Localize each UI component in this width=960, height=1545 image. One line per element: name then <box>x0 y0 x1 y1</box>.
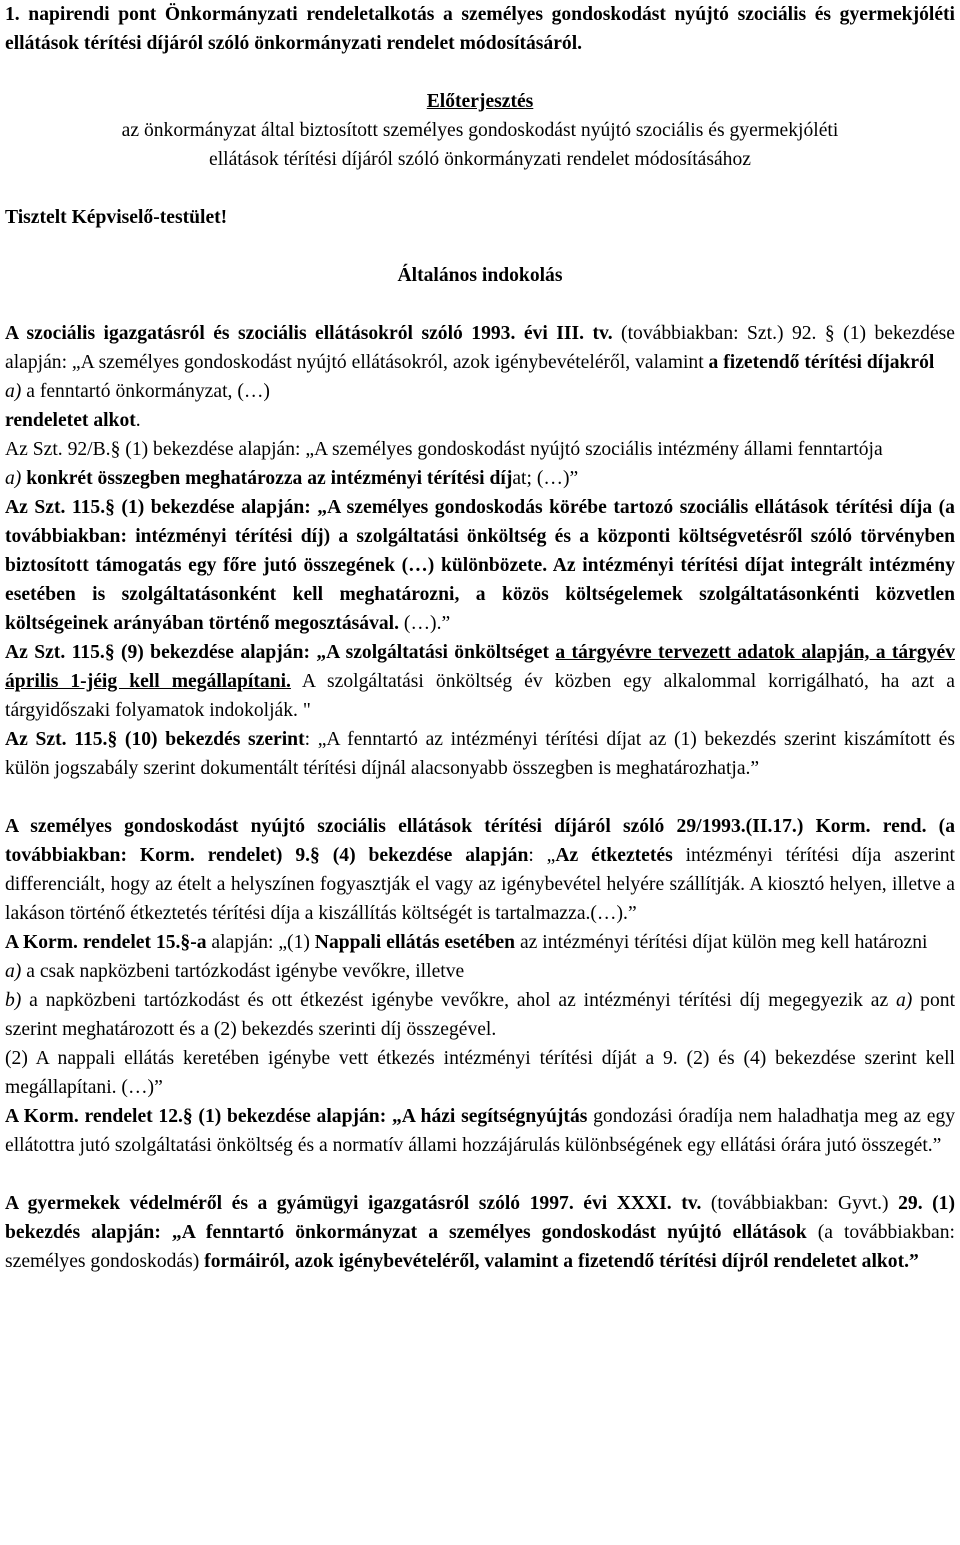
spacer <box>5 58 955 87</box>
szt-115-ref: Az Szt. 115. <box>5 642 105 663</box>
szt-92b-a <box>5 464 955 493</box>
section-sign: § <box>107 729 118 750</box>
spacer <box>5 783 955 812</box>
korm-15-bold: Nappali ellátás esetében <box>314 932 516 953</box>
section-sign: § <box>180 932 191 953</box>
gyvt-paragraph <box>5 1189 955 1276</box>
szt-115-10-rest: : „A fenntartó az intézményi térítési díjat az (1) bekezdés szerint kiszámított és külön jogszabály szerint dokumentált térítési díjnál alacsonyabb összegben is meghatározhatja.” <box>5 729 955 779</box>
salutation: Tisztelt Képviselő-testület! <box>5 207 228 228</box>
korm-12-bold: (1) bekezdése alapján: „A házi segítségnyújtás <box>192 1106 588 1127</box>
section-sign: § <box>110 439 121 460</box>
proposal-subtitle-2: ellátások térítési díjáról szóló önkormányzati rendelet módosításához <box>209 149 751 170</box>
szt-92b-bold: konkrét összegben meghatározza az intézményi térítési díj <box>21 468 513 489</box>
korm-intro: A személyes gondoskodást nyújtó szociális ellátások térítési díjáról szóló 29/1993.(II.17.) Korm. rend. (a továbbiakban: Korm. rendelet) 9. <box>5 816 955 866</box>
szt-intro-a <box>5 377 955 406</box>
list-text: a napközbeni tartózkodást és ott étkezést igénybe vevőkre, ahol az intézményi térítési díj megegyezik az <box>21 990 896 1011</box>
section-sign: § <box>104 642 115 663</box>
korm-12-ref: A Korm. rendelet 12. <box>5 1106 183 1127</box>
szt-92b-text: (1) bekezdése alapján: „A személyes gondoskodást nyújtó szociális intézmény állami fenntartója <box>120 439 883 460</box>
szt-92b-ref: Az Szt. 92/B. <box>5 439 111 460</box>
korm-12-paragraph <box>5 1102 955 1160</box>
list-label: a) <box>5 381 22 402</box>
szt-115-1-bold: (1) bekezdése alapján: „A személyes gondoskodás körébe tartozó szociális ellátások térítési díja (a továbbiakban: intézményi térítési díj) a szolgáltatási önköltség és a központi költségvetésről szóló törvényben biztosított támogatás egy főre jutó összegének (…) különbözete. Az intézményi térítési díjat integrált intézmény esetében is szolgáltatásonként kell meghatározni, a közös költségelemek szolgáltatásonkénti közvetlen költségeinek arányában történő megosztásával. <box>5 497 955 634</box>
korm-15-ref: A Korm. rendelet 15. <box>5 932 181 953</box>
proposal-label: Előterjesztés <box>426 91 534 112</box>
korm-colon: : „ <box>528 845 556 866</box>
korm-12-rest: gondozási óradíja nem haladhatja meg az egy ellátottra jutó szolgáltatási önköltség és a normatív állami hozzájárulás különbségének egy ellátási órára jutó összegét.” <box>5 1106 956 1156</box>
law-name: A szociális igazgatásról és szociális ellátásokról szóló 1993. évi III. tv. <box>5 323 613 344</box>
decree-text: rendeletet alkot <box>5 410 136 431</box>
szt-115-1-paragraph <box>5 493 955 638</box>
szt-115-ref: Az Szt. 115. <box>5 497 106 518</box>
fee-text: a fizetendő térítési díjakról <box>708 352 935 373</box>
spacer <box>5 290 955 319</box>
korm-15-paragraph <box>5 928 955 957</box>
gyvt-para: 29. (1) bekezdés alapján: „A fenntartó önkormányzat a személyes gondoskodást nyújtó ellátások <box>5 1193 955 1243</box>
szt-intro-paragraph <box>5 319 955 377</box>
spacer <box>5 232 955 261</box>
korm-9-paragraph <box>5 812 955 928</box>
korm-para: (4) bekezdése alapján <box>319 845 529 866</box>
szt-92b-paragraph <box>5 435 955 464</box>
szt-115-9-paragraph <box>5 638 955 725</box>
korm-15-b <box>5 986 955 1044</box>
korm-rest: intézményi térítési díja aszerint differenciált, hogy az ételt a helyszínen fogyasztják el vagy az igénybevétel helyére szállítják. A kiosztó helyen, illetve a lakáson történő étkeztetés térítési díja a kiszállítás költségét is tartalmazza.(…).” <box>5 845 955 924</box>
korm-15-a <box>5 957 955 986</box>
szt-115-9-underlined: a tárgyévre tervezett adatok alapján, a tárgyév április 1-jéig kell megállapítani. <box>5 642 955 692</box>
list-text: pont szerint meghatározott és a (2) bekezdés szerinti díj összegével. <box>5 990 956 1040</box>
szt-115-9-rest: A szolgáltatási önköltség év közben egy alkalommal korrigálható, ha azt a tárgyidőszaki folyamatok indokolják. " <box>5 671 955 721</box>
korm-15-text2: az intézményi térítési díjat külön meg kell határozni <box>515 932 928 953</box>
korm-15-ref2: -a <box>190 932 207 953</box>
szt-92b-suffix: at; (…)” <box>512 468 579 489</box>
szt-115-9-bold: (9) bekezdése alapján: „A szolgáltatási önköltséget <box>114 642 556 663</box>
szt-intro-text: (1) bekezdése alapján: „A személyes gondoskodást nyújtó ellátásokról, azok igénybevételéről, valamint <box>5 323 955 373</box>
szt-115-1-suffix: (…).” <box>399 613 451 634</box>
korm-15-p2: (2) A nappali ellátás keretében igénybe vett étkezés intézményi térítési díját a 9. (2) és (4) bekezdése szerint kell megállapítani. (…)” <box>5 1048 955 1098</box>
section-sign: § <box>182 1106 193 1127</box>
section-title: Általános indokolás <box>397 265 563 286</box>
gyvt-mid: (a továbbiakban: személyes gondoskodás) <box>5 1222 955 1272</box>
law-abbr: (továbbiakban: Szt.) 92. <box>612 323 817 344</box>
list-text: a fenntartó önkormányzat, (…) <box>21 381 270 402</box>
szt-115-ref: Az Szt. 115. <box>5 729 108 750</box>
list-ref: a) <box>896 990 913 1011</box>
list-text: a csak napközbeni tartózkodást igénybe vevőkre, illetve <box>21 961 465 982</box>
agenda-title: 1. napirendi pont Önkormányzati rendeletalkotás a személyes gondoskodást nyújtó szociális és gyermekjóléti ellátások térítési díjáról szóló önkormányzati rendelet módosításáról. <box>5 4 955 54</box>
gyvt-end: formáiról, azok igénybevételéről, valamint a fizetendő térítési díjról rendeletet alkot.” <box>204 1251 919 1272</box>
list-label: a) <box>5 961 22 982</box>
list-label: a) <box>5 468 22 489</box>
gyvt-intro: A gyermekek védelméről és a gyámügyi igazgatásról szóló 1997. évi XXXI. tv. <box>5 1193 702 1214</box>
spacer <box>5 174 955 203</box>
gyvt-abbr: (továbbiakban: Gyvt.) <box>701 1193 899 1214</box>
spacer <box>5 1160 955 1189</box>
korm-15-text1: alapján: „(1) <box>206 932 315 953</box>
szt-115-10-bold: (10) bekezdés szerint <box>117 729 305 750</box>
list-label: b) <box>5 990 22 1011</box>
section-sign: § <box>105 497 115 518</box>
szt-intro-decree <box>5 406 955 435</box>
proposal-subtitle-1: az önkormányzat által biztosított személyes gondoskodást nyújtó szociális és gyermekjóléti <box>121 120 839 141</box>
decree-end: . <box>135 410 141 431</box>
szt-115-10-paragraph <box>5 725 955 783</box>
korm-food: Az étkeztetés <box>555 845 673 866</box>
section-sign: § <box>310 845 320 866</box>
section-sign: § <box>816 323 844 344</box>
